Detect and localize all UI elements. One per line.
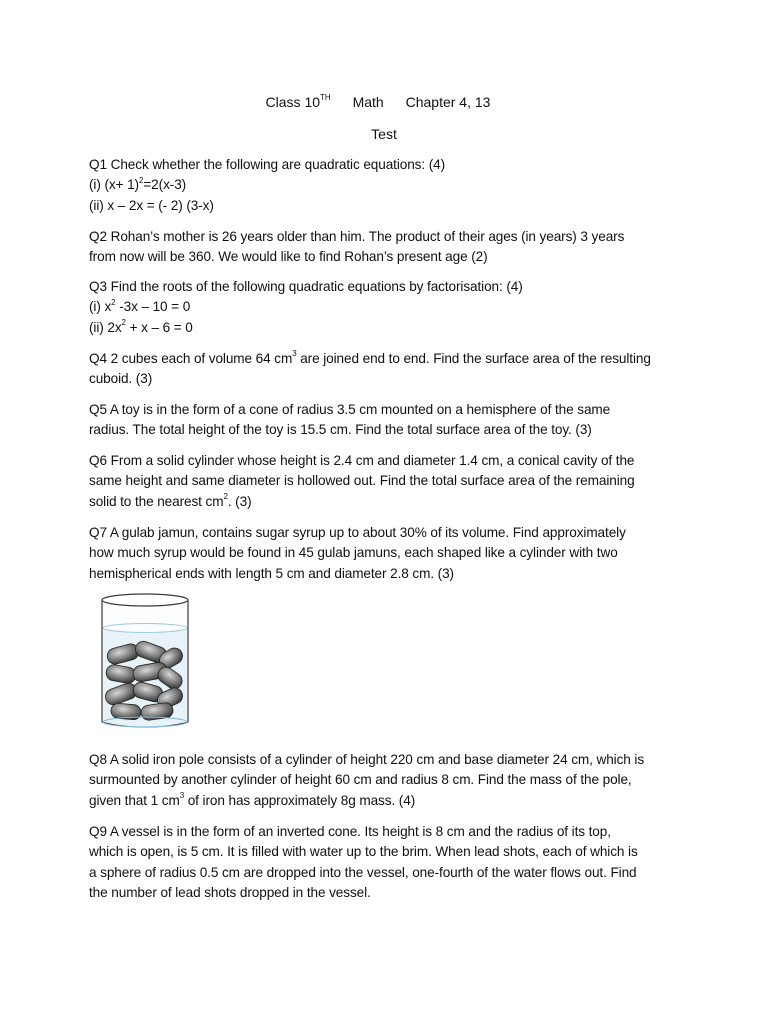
test-title: Test: [371, 126, 397, 142]
question-line: a sphere of radius 0.5 cm are dropped into the vessel, one-fourth of the water flows out. Find: [89, 864, 637, 880]
question-4: [89, 349, 689, 390]
question-line: Q9 A vessel is in the form of an inverted cone. Its height is 8 cm and the radius of its top,: [89, 824, 611, 839]
question-text: Q3 Find the roots of the following quadratic equations by factorisation: (4): [89, 279, 523, 294]
question-line: Q6 From a solid cylinder whose height is 2.4 cm and diameter 1.4 cm, a conical cavity of the: [89, 453, 635, 468]
gulab-jamun-jar-icon: [97, 588, 193, 732]
question-8: [89, 750, 689, 811]
question-line: Q7 A gulab jamun, contains sugar syrup up to about 30% of its volume. Find approximately: [89, 525, 626, 540]
class-superscript: TH: [320, 93, 331, 103]
question-line: surmounted by another cylinder of height 60 cm and radius 8 cm. Find the mass of the pole,: [89, 772, 632, 788]
question-part-i: (i) $x^2$ -3x – 10 = 0: [89, 297, 191, 315]
question-3: [89, 277, 689, 338]
question-text: Q1 Check whether the following are quadratic equations: (4): [89, 157, 446, 172]
question-line: which is open, is 5 cm. It is filled with water up to the brim. When lead shots, each of which is: [89, 844, 638, 860]
question-line: how much syrup would be found in 45 gulab jamuns, each shaped like a cylinder with two: [89, 545, 618, 561]
question-line: Q2 Rohan’s mother is 26 years older than him. The product of their ages (in years) 3 years: [89, 229, 625, 244]
question-7: [89, 523, 689, 584]
question-line: cuboid. (3): [89, 371, 153, 387]
question-line: given that 1 $cm^3$ of iron has approximately 8g mass. (4): [89, 791, 416, 808]
question-1: [89, 155, 689, 216]
class-label: Class 10: [265, 94, 321, 110]
question-part-ii: (ii) x – 2x = (- 2) (3-x): [89, 197, 214, 213]
question-2: [89, 227, 689, 268]
question-line: same height and same diameter is hollowed out. Find the total surface area of the remaining: [89, 473, 635, 489]
question-line: the number of lead shots dropped in the vessel.: [89, 884, 371, 900]
subject-label: Math: [352, 94, 384, 110]
question-line: Q4 2 cubes each of volume 64 $cm^3$ are joined end to end. Find the surface area of the resulting: [89, 349, 651, 366]
question-9: [89, 822, 689, 903]
question-part-i: (i) $(x+ 1)^2=2(x-3)$: [89, 175, 187, 193]
question-5: [89, 400, 689, 441]
question-part-ii: (ii) $2x^2 + x - 6 = 0$: [89, 318, 193, 335]
question-line: solid to the nearest $cm^2$. (3): [89, 492, 252, 509]
chapter-label: Chapter 4, 13: [405, 94, 491, 110]
question-line: Q8 A solid iron pole consists of a cylinder of height 220 cm and base diameter 24 cm, which is: [89, 752, 645, 767]
question-line: radius. The total height of the toy is 15.5 cm. Find the total surface area of the toy. (3): [89, 422, 592, 438]
page-header: [0, 92, 768, 112]
question-6: [89, 451, 689, 512]
question-line: from now will be 360. We would like to find Rohan’s present age (2): [89, 249, 488, 265]
question-line: Q5 A toy is in the form of a cone of radius 3.5 cm mounted on a hemisphere of the same: [89, 402, 611, 417]
question-line: hemispherical ends with length 5 cm and diameter 2.8 cm. (3): [89, 565, 454, 581]
